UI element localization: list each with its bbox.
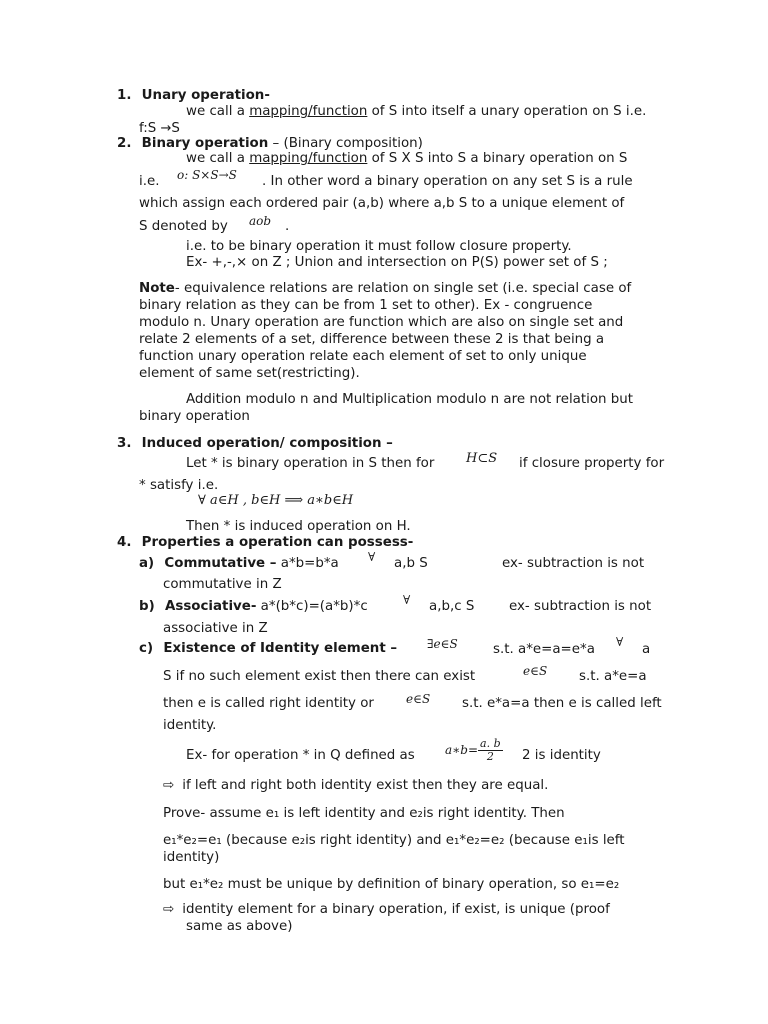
identity-example-result: 2 is identity <box>522 748 601 763</box>
property-c-condition: s.t. a*e=a=e*a <box>493 642 595 657</box>
property-b-example: ex- subtraction is not <box>509 599 652 614</box>
property-a-heading <box>139 555 339 572</box>
proof-line-3: identity) <box>163 850 220 865</box>
property-formula: a*b=b*a <box>276 556 339 571</box>
section-2-line-3: which assign each ordered pair (a,b) where a,b S to a unique element of <box>139 196 625 211</box>
math-e-in-s: e∈S <box>523 664 548 678</box>
section-3-line-1: Let * is binary operation in S then for <box>186 456 435 471</box>
note-line-3: modulo n. Unary operation are function which are also on single set and <box>139 315 624 330</box>
section-title: Properties a operation can possess <box>141 535 408 550</box>
section-number: 2. <box>117 136 132 151</box>
property-title: Associative- <box>164 599 257 614</box>
note-line-6: element of same set(restricting). <box>139 366 360 381</box>
section-3-line-4: Then * is induced operation on H. <box>186 519 411 534</box>
proof-line-2: e₁*e₂=e₁ (because e₂is right identity) and e₁*e₂=e₂ (because e₁is left <box>163 833 625 848</box>
property-b-heading <box>139 598 368 615</box>
math-aob: aob <box>249 214 272 228</box>
section-number: 4. <box>117 535 132 550</box>
fraction-numerator: a. b <box>480 737 501 750</box>
section-2-line-1 <box>186 150 627 167</box>
section-3-heading <box>117 435 393 452</box>
section-1-line-1 <box>186 103 646 120</box>
section-3-line-2: * satisfy i.e. <box>139 478 219 493</box>
property-c-line-2: S if no such element exist then there can exist <box>163 669 476 684</box>
section-number: 1. <box>117 88 132 103</box>
note-line-7: Addition modulo n and Multiplication modulo n are not relation but <box>186 392 634 407</box>
arrow-icon: → <box>160 121 172 136</box>
property-c-line-3b: s.t. e*a=a then e is called left <box>462 696 662 711</box>
item-letter: c) <box>139 641 154 656</box>
section-title: Binary operation <box>141 136 269 151</box>
section-2-line-4: S denoted by <box>139 219 228 234</box>
proof-line-4: but e₁*e₂ must be unique by definition of binary operation, so e₁=e₂ <box>163 877 620 892</box>
note-line-8: binary operation <box>139 409 250 424</box>
math-binary-op: o: S×S→S <box>177 168 237 182</box>
property-a-vars: a,b S <box>394 556 428 571</box>
property-c-line-2b: s.t. a*e=a <box>579 669 647 684</box>
property-formula: a*(b*c)=(a*b)*c <box>256 599 368 614</box>
text: i.e. <box>139 174 160 189</box>
underlined-term: mapping/function <box>249 104 368 119</box>
property-b-line-2: associative in Z <box>163 621 268 636</box>
underlined-term: mapping/function <box>249 151 368 166</box>
text: f:S <box>139 121 161 136</box>
property-a-example: ex- subtraction is not <box>502 556 645 571</box>
identity-example: Ex- for operation * in Q defined as <box>186 748 415 763</box>
text: - equivalence relations are relation on single set (i.e. special case of <box>174 281 632 296</box>
section-number: 3. <box>117 436 132 451</box>
section-subtitle: – (Binary composition) <box>268 136 423 151</box>
note-line-1 <box>139 280 631 297</box>
item-letter: b) <box>139 599 155 614</box>
period: . <box>285 219 290 234</box>
property-a-line-2: commutative in Z <box>163 577 282 592</box>
note-line-4: relate 2 elements of a set, difference between these 2 is that being a <box>139 332 605 347</box>
text: we call a <box>186 104 250 119</box>
note-line-5: function unary operation relate each element of set to only unique <box>139 349 587 364</box>
math-closure: ∀ a∈H , b∈H ⟹ a∗b∈H <box>198 493 354 508</box>
property-title: Existence of Identity element – <box>163 641 398 656</box>
text: identity element for a binary operation, if exist, is unique (proof <box>182 902 610 917</box>
section-2-line-6: Ex- +,-,× on Z ; Union and intersection on P(S) power set of S ; <box>186 255 608 270</box>
forall-symbol: ∀ <box>368 550 376 564</box>
property-c-line-4: identity. <box>163 718 217 733</box>
text: of S X S into S a binary operation on S <box>367 151 628 166</box>
text: we call a <box>186 151 250 166</box>
math-identity-def <box>445 736 503 764</box>
math-e-in-s: e∈S <box>406 692 431 706</box>
text: S <box>171 121 180 136</box>
property-b-vars: a,b,c S <box>429 599 475 614</box>
fraction <box>478 738 503 763</box>
fraction-denominator: 2 <box>486 750 494 763</box>
section-2-line-5: i.e. to be binary operation it must follow closure property. <box>186 239 572 254</box>
property-c-heading <box>139 640 397 657</box>
section-2-line-2b: . In other word a binary operation on any set S is a rule <box>262 174 633 189</box>
text: if left and right both identity exist then they are equal. <box>182 778 549 793</box>
proof-line-1: Prove- assume e₁ is left identity and e₂is right identity. Then <box>163 806 565 821</box>
section-3-line-1b: if closure property for <box>519 456 665 471</box>
dash: - <box>407 535 414 550</box>
forall-symbol: ∀ <box>403 593 411 607</box>
dash: – <box>381 436 393 451</box>
section-1-heading <box>117 87 270 104</box>
section-title: Induced operation/ composition <box>141 436 382 451</box>
arrow-right-icon: ⇨ <box>163 778 175 793</box>
property-c-line-3: then e is called right identity or <box>163 696 374 711</box>
property-title: Commutative – <box>164 556 277 571</box>
note-label: Note <box>139 281 175 296</box>
math-exists: ∃e∈S <box>427 637 458 651</box>
implication-2-line-2: same as above) <box>186 919 293 934</box>
text: of S into itself a unary operation on S i.e. <box>367 104 647 119</box>
implication-2 <box>163 901 610 918</box>
arrow-right-icon: ⇨ <box>163 902 175 917</box>
item-letter: a) <box>139 556 155 571</box>
section-2-line-2 <box>139 173 159 190</box>
note-line-2: binary relation as they can be from 1 set to other). Ex - congruence <box>139 298 593 313</box>
implication-1 <box>163 777 548 794</box>
section-title: Unary operation- <box>141 88 270 103</box>
forall-symbol: ∀ <box>616 635 624 649</box>
math-subset: H⊂S <box>466 451 498 466</box>
math-lhs: a∗b= <box>445 743 479 757</box>
property-c-a: a <box>642 642 651 657</box>
